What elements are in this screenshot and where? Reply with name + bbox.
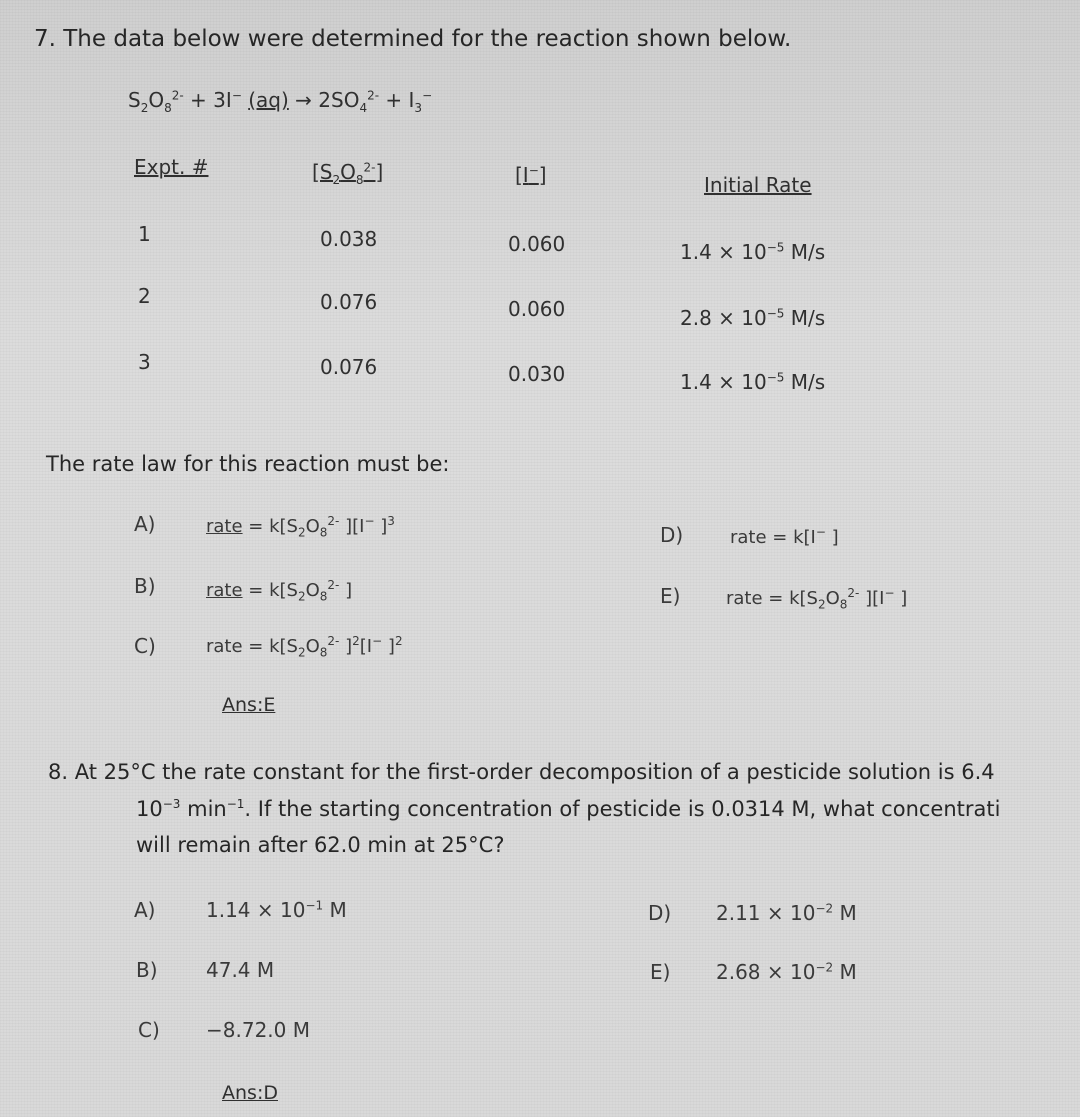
row1-expt: 1 bbox=[138, 222, 151, 246]
q8-choice-e-text: $2.68 \times 10^{-2}$ M bbox=[716, 960, 857, 984]
q7-reaction-equation: $S_2O_8^{2-} + 3I^-$ $(aq) \to 2SO_4^{2-} + I_3^-$ bbox=[128, 88, 433, 115]
q7-choice-d-text: rate = k[I− ] bbox=[730, 525, 839, 548]
row3-rate: $1.4 \times 10^{-5}$ M/s bbox=[680, 370, 826, 394]
q7-prompt: 7. The data below were determined for the reaction shown below. bbox=[34, 26, 792, 52]
q7-choice-a-text: rate = $k[S_2O_8^{2-}$ ][I− ]$^3$ bbox=[206, 514, 395, 540]
q8-prompt-line1: 8. At 25°C the rate constant for the first-order decomposition of a pesticide solution is 6.4 bbox=[48, 760, 995, 784]
q8-choice-a-text: $1.14 \times 10^{-1}$ M bbox=[206, 898, 347, 922]
header-s2o8: $[S_2O_8^{2-}]$ bbox=[312, 160, 384, 187]
q8-choice-b-letter: B) bbox=[136, 958, 158, 982]
row3-iodide: 0.030 bbox=[508, 362, 566, 386]
header-iodide: [I−] bbox=[515, 163, 547, 187]
q7-choice-c-text: rate = $k[S_2O_8^{2-}$ ]$^2$[I− ]$^2$ bbox=[206, 634, 403, 660]
row1-s2o8: 0.038 bbox=[320, 227, 378, 251]
q7-choice-c-letter: C) bbox=[134, 634, 156, 658]
q8-choice-a-letter: A) bbox=[134, 898, 156, 922]
q7-answer: Ans:E bbox=[222, 694, 276, 716]
q8-choice-b-text: 47.4 M bbox=[206, 958, 275, 982]
q8-prompt-line2: $10^{-3}$ $\min^{-1}$. If the starting concentration of pesticide is 0.0314 M, what concentrati bbox=[136, 797, 1001, 821]
q7-choice-e-letter: E) bbox=[660, 584, 681, 608]
q7-choice-b-letter: B) bbox=[134, 574, 156, 598]
q8-choice-d-letter: D) bbox=[648, 901, 672, 925]
q8-choice-e-letter: E) bbox=[650, 960, 671, 984]
row3-s2o8: 0.076 bbox=[320, 355, 378, 379]
row1-iodide: 0.060 bbox=[508, 232, 566, 256]
q7-choice-b-text: rate = $k[S_2O_8^{2-}$ ] bbox=[206, 578, 353, 604]
q8-choice-c-text: −8.72.0 M bbox=[206, 1018, 310, 1042]
row2-iodide: 0.060 bbox=[508, 297, 566, 321]
row1-rate: $1.4 \times 10^{-5}$ M/s bbox=[680, 240, 826, 264]
q8-choice-c-letter: C) bbox=[138, 1018, 160, 1042]
q8-prompt-line3: will remain after 62.0 min at 25°C? bbox=[136, 833, 505, 857]
q7-choice-e-text: rate = $k[S_2O_8^{2-}$ ][I− ] bbox=[726, 586, 908, 612]
q8-choice-d-text: $2.11 \times 10^{-2}$ M bbox=[716, 901, 857, 925]
q7-choice-d-letter: D) bbox=[660, 523, 684, 547]
header-expt: Expt. # bbox=[134, 155, 209, 179]
row3-expt: 3 bbox=[138, 350, 151, 374]
row2-expt: 2 bbox=[138, 284, 151, 308]
q7-choice-a-letter: A) bbox=[134, 512, 156, 536]
q8-answer: Ans:D bbox=[222, 1082, 278, 1104]
rate-law-prompt: The rate law for this reaction must be: bbox=[46, 452, 450, 476]
row2-s2o8: 0.076 bbox=[320, 290, 378, 314]
header-initial-rate: Initial Rate bbox=[704, 173, 812, 197]
row2-rate: $2.8 \times 10^{-5}$ M/s bbox=[680, 306, 826, 330]
